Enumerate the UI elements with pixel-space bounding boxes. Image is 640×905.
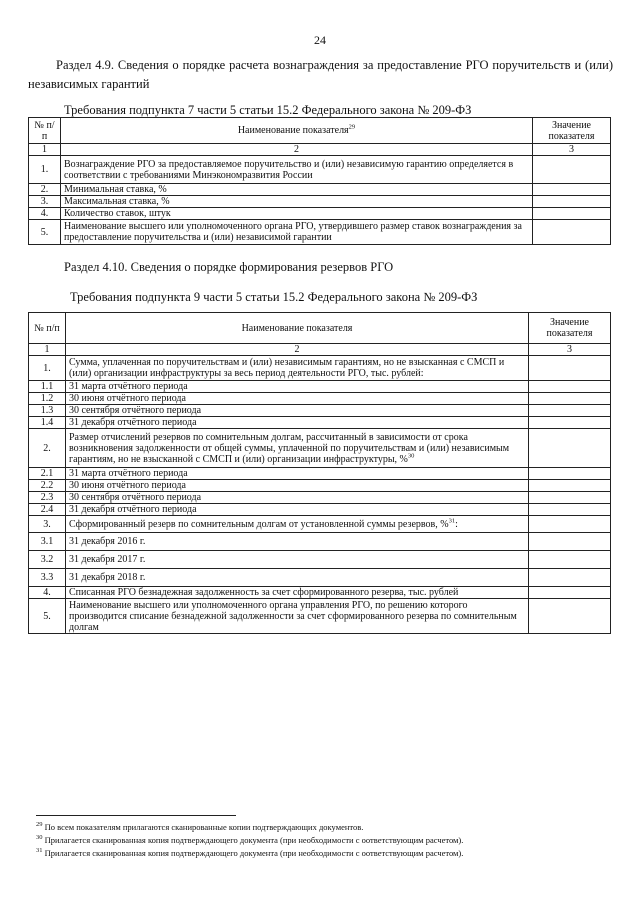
row-name-text: 31 декабря 2017 г.	[69, 554, 146, 565]
footnote-text: По всем показателям прилагаются сканированные копии подтверждающих документов.	[42, 822, 364, 832]
row-number: 1.1	[29, 381, 66, 393]
row-value-cell	[529, 551, 611, 569]
row-number: 3.	[29, 516, 66, 533]
index-cell: 1	[29, 144, 61, 156]
row-number: 5.	[29, 599, 66, 634]
section-4-10-title: Раздел 4.10. Сведения о порядке формирования резервов РГО	[64, 260, 394, 274]
footnote-ref: 30	[407, 452, 415, 460]
row-name	[66, 587, 529, 599]
table-row	[29, 492, 611, 504]
footnote	[36, 834, 616, 847]
column-header-name: Наименование показателя	[66, 313, 529, 344]
table-row	[29, 417, 611, 429]
row-name	[61, 184, 533, 196]
row-name-text: 31 декабря отчётного периода	[69, 504, 197, 515]
column-header-name: Наименование показателя$^{29}$	[61, 118, 533, 144]
row-name	[61, 196, 533, 208]
table-row	[29, 220, 611, 245]
row-name	[66, 516, 529, 533]
section-4-9-title: Раздел 4.9. Сведения о порядке расчета вознаграждения за предоставление РГО поручительств и (или) независимых гарантий	[28, 58, 613, 91]
index-cell: 2	[61, 144, 533, 156]
column-header-value: Значение показателя	[529, 313, 611, 344]
footnotes	[36, 821, 616, 860]
row-name	[66, 381, 529, 393]
row-name-text: 31 марта отчётного периода	[69, 468, 188, 479]
page-number: 24	[314, 33, 326, 47]
table-row	[29, 516, 611, 533]
row-value-cell	[533, 196, 611, 208]
row-number: 2.	[29, 184, 61, 196]
index-cell: 3	[533, 144, 611, 156]
row-value-cell	[533, 220, 611, 245]
row-value-cell	[529, 569, 611, 587]
index-cell: 3	[529, 344, 611, 356]
row-value-cell	[529, 393, 611, 405]
table-row	[29, 599, 611, 634]
footnote	[36, 821, 616, 834]
row-name-text: Наименование высшего или уполномоченного органа РГО, утвердившего размер ставок вознаграждения за предоставление поручительства и (или) независимой гарантии	[64, 221, 522, 243]
row-value-cell	[533, 184, 611, 196]
row-name	[61, 208, 533, 220]
table-section-4-10	[28, 312, 611, 634]
table-row	[29, 533, 611, 551]
row-name	[66, 468, 529, 480]
row-value-cell	[529, 504, 611, 516]
row-name-text: 30 июня отчётного периода	[69, 480, 186, 491]
row-value-cell	[529, 492, 611, 504]
table-row	[29, 587, 611, 599]
row-name	[66, 569, 529, 587]
row-name	[61, 156, 533, 184]
table-row	[29, 356, 611, 381]
table-row	[29, 156, 611, 184]
row-name-text: 31 декабря 2016 г.	[69, 536, 146, 547]
row-value-cell	[529, 405, 611, 417]
column-header-num: № п/п	[29, 313, 66, 344]
row-name	[66, 356, 529, 381]
row-value-cell	[533, 156, 611, 184]
row-number: 1.2	[29, 393, 66, 405]
row-name-text: Списанная РГО безнадежная задолженность за счет сформированного резерва, тыс. рублей	[69, 587, 459, 598]
row-number: 3.2	[29, 551, 66, 569]
row-name	[66, 429, 529, 468]
row-name-text: Размер отчислений резервов по сомнительным долгам, рассчитанный в зависимости от срока возникновения задолженности от общей суммы, уплаченной по поручительствам и (или) независимым гарантиям, но не взысканной с СМСП и (или) организации инфраструктуры, %	[69, 431, 510, 465]
row-value-cell	[529, 356, 611, 381]
table-row	[29, 429, 611, 468]
table-row	[29, 196, 611, 208]
footnote-text: Прилагается сканированная копия подтверждающего документа (при необходимости с оответствующим расчетом).	[42, 835, 464, 845]
row-number: 2.2	[29, 480, 66, 492]
row-value-cell	[533, 208, 611, 220]
row-number: 2.4	[29, 504, 66, 516]
row-name	[66, 405, 529, 417]
row-name-text: Максимальная ставка, %	[64, 196, 170, 207]
row-value-cell	[529, 533, 611, 551]
row-number: 1.	[29, 356, 66, 381]
row-name-text: Сумма, уплаченная по поручительствам и (или) независимым гарантиям, но не взысканная с СМСП и (или) организации инфраструктуры за весь период деятельности РГО, тыс. рублей:	[69, 357, 505, 379]
row-name	[66, 492, 529, 504]
row-value-cell	[529, 587, 611, 599]
row-number: 1.	[29, 156, 61, 184]
table-row	[29, 551, 611, 569]
row-number: 2.	[29, 429, 66, 468]
footnote-divider	[36, 815, 236, 816]
row-value-cell	[529, 516, 611, 533]
index-cell: 1	[29, 344, 66, 356]
index-cell: 2	[66, 344, 529, 356]
row-number: 2.1	[29, 468, 66, 480]
row-number: 4.	[29, 208, 61, 220]
row-number: 2.3	[29, 492, 66, 504]
row-name-tail: :	[455, 518, 458, 530]
column-header-num: № п/п	[29, 118, 61, 144]
footnote-mark: 29	[36, 821, 43, 829]
footnote	[36, 847, 616, 860]
table-row	[29, 405, 611, 417]
section-4-9-requirement: Требования подпункта 7 части 5 статьи 15.2 Федерального закона № 209-ФЗ	[64, 103, 472, 117]
table-row	[29, 393, 611, 405]
section-4-10-requirement: Требования подпункта 9 части 5 статьи 15.2 Федерального закона № 209-ФЗ	[70, 290, 478, 304]
row-name	[66, 551, 529, 569]
row-value-cell	[529, 599, 611, 634]
table-row	[29, 569, 611, 587]
row-name-text: 30 сентября отчётного периода	[69, 405, 202, 416]
row-name-text: Количество ставок, штук	[64, 208, 171, 219]
row-value-cell	[529, 417, 611, 429]
footnote-ref: 31	[448, 517, 456, 525]
row-number: 5.	[29, 220, 61, 245]
row-number: 1.3	[29, 405, 66, 417]
row-name-text: Сформированный резерв по сомнительным долгам от установленной суммы резервов, %	[69, 518, 449, 530]
row-number: 1.4	[29, 417, 66, 429]
row-name-text: 30 сентября отчётного периода	[69, 492, 202, 503]
table-row	[29, 208, 611, 220]
table-section-4-9	[28, 117, 611, 245]
row-number: 3.3	[29, 569, 66, 587]
footnote-mark: 31	[36, 847, 43, 855]
table-row	[29, 504, 611, 516]
row-name-text: Наименование высшего или уполномоченного органа управления РГО, по решению которого производится списание безнадежной задолженности за счет сформированного резерва по сомнительным долгам	[69, 599, 517, 633]
table-row	[29, 381, 611, 393]
column-header-value: Значение показателя	[533, 118, 611, 144]
row-name-text: 30 июня отчётного периода	[69, 393, 186, 404]
row-number: 3.1	[29, 533, 66, 551]
row-name	[66, 417, 529, 429]
row-name	[61, 220, 533, 245]
row-name	[66, 533, 529, 551]
row-name-text: Вознаграждение РГО за предоставляемое поручительство и (или) независимую гарантию определяется в соответствии с требованиями Минэкономразвития России	[64, 158, 514, 181]
row-name	[66, 480, 529, 492]
row-name	[66, 393, 529, 405]
row-name	[66, 504, 529, 516]
table-row	[29, 480, 611, 492]
table-row	[29, 468, 611, 480]
footnote-mark: 30	[36, 834, 43, 842]
row-number: 3.	[29, 196, 61, 208]
row-name-text: 31 декабря отчётного периода	[69, 417, 197, 428]
row-value-cell	[529, 468, 611, 480]
row-name-text: 31 декабря 2018 г.	[69, 572, 146, 583]
row-value-cell	[529, 429, 611, 468]
row-name	[66, 599, 529, 634]
row-name-text: 31 марта отчётного периода	[69, 381, 188, 392]
row-value-cell	[529, 381, 611, 393]
table-row	[29, 184, 611, 196]
row-name-text: Минимальная ставка, %	[64, 184, 167, 195]
row-value-cell	[529, 480, 611, 492]
row-number: 4.	[29, 587, 66, 599]
footnote-text: Прилагается сканированная копия подтверждающего документа (при необходимости с оответствующим расчетом).	[42, 848, 464, 858]
